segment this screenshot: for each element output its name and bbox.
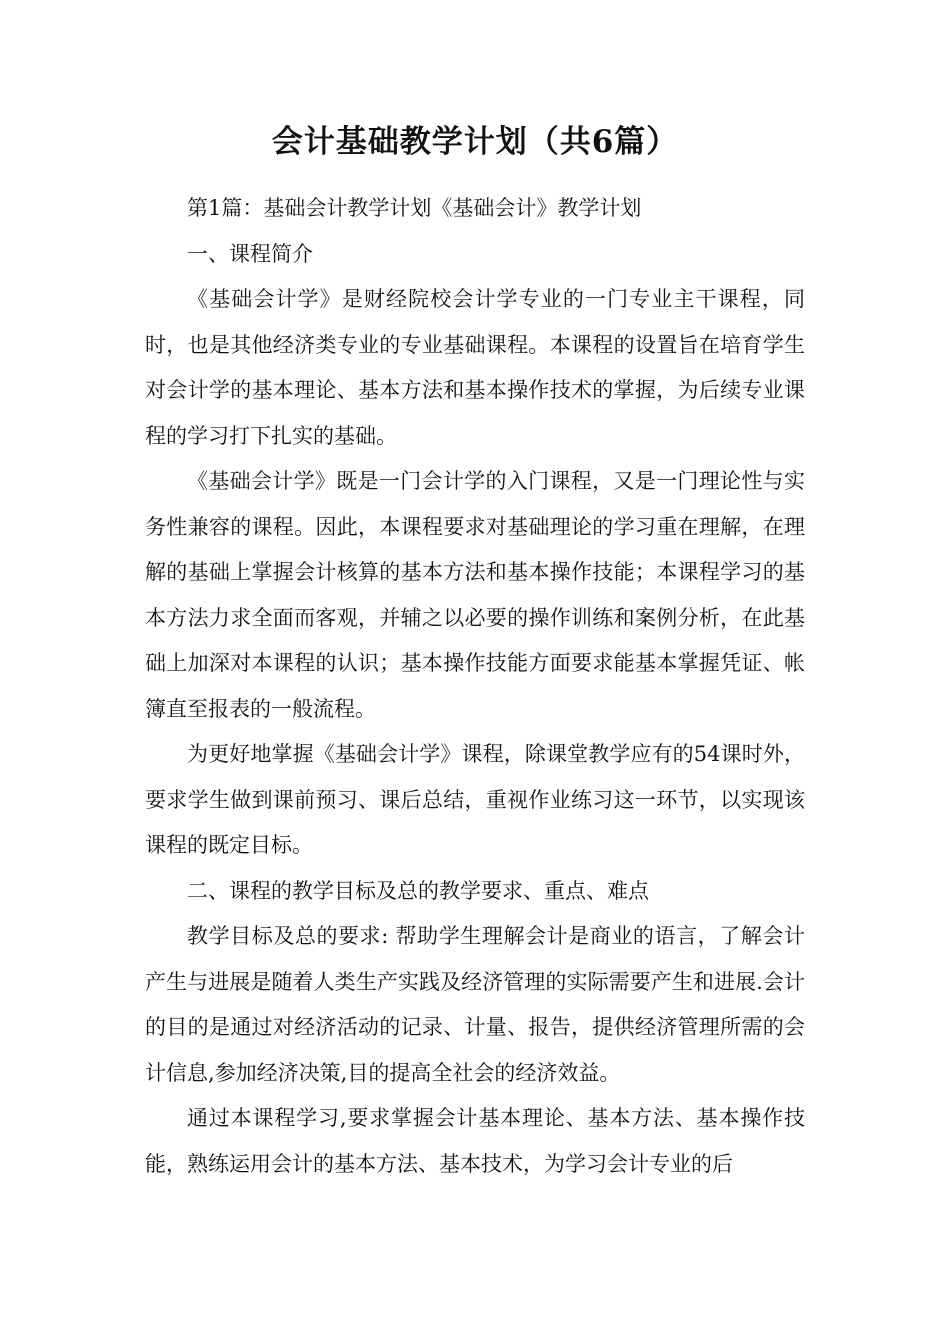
paragraph-course-nature: 《基础会计学》既是一门会计学的入门课程，又是一门理论性与实务性兼容的课程。因此，本课程要求对基础理论的学习重在理解，在理解的基础上掌握会计核算的基本方法和基本操作技能；本课程学习的基本方法力求全面而客观，并辅之以必要的操作训练和案例分析，在此基础上加深对本课程的认识；基本操作技能方面要求能基本掌握凭证、帐簿直至报表的一般流程。	[145, 469, 805, 721]
paragraph-course-hours: 为更好地掌握《基础会计学》课程，除课堂教学应有的54课时外，要求学生做到课前预习、课后总结，重视作业练习这一环节，以实现该课程的既定目标。	[145, 742, 805, 857]
document-body	[145, 186, 805, 1187]
paragraph-learning-outcomes: 通过本课程学习,要求掌握会计基本理论、基本方法、基本操作技能，熟练运用会计的基本方法、基本技术，为学习会计专业的后	[145, 1106, 805, 1176]
paragraph-course-overview: 《基础会计学》是财经院校会计学专业的一门专业主干课程，同时，也是其他经济类专业的专业基础课程。本课程的设置旨在培育学生对会计学的基本理论、基本方法和基本操作技术的掌握，为后续专业课程的学习打下扎实的基础。	[145, 287, 805, 448]
section-heading-course-intro: 一、课程简介	[187, 241, 313, 266]
document-title: 会计基础教学计划（共6篇）	[271, 124, 679, 160]
paragraph-objectives: 教学目标及总的要求: 帮助学生理解会计是商业的语言，了解会计产生与进展是随着人类生产实践及经济管理的实际需要产生和进展.会计的目的是通过对经济活动的记录、计量、报告，提供经济管理所需的会计信息,参加经济决策,目的提高全社会的经济效益。	[145, 924, 805, 1085]
chapter-heading: 第1篇：基础会计教学计划《基础会计》教学计划	[187, 196, 642, 220]
section-heading-objectives: 二、课程的教学目标及总的教学要求、重点、难点	[187, 878, 649, 903]
